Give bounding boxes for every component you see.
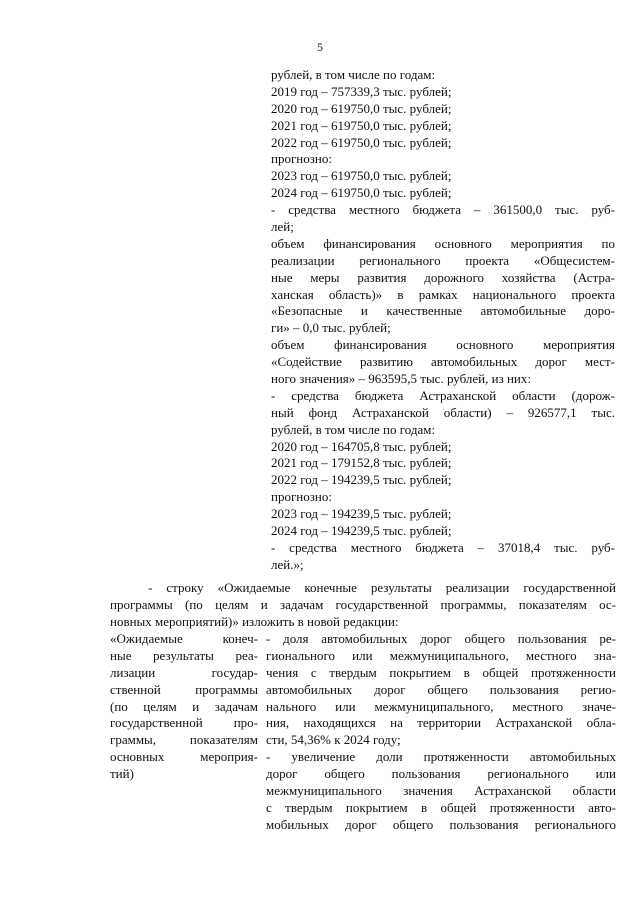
text-line: - средства местного бюджета – 37018,4 тыс. руб- [271,539,615,555]
label-line: (по целям и задачам [110,698,258,714]
text-line: ного значения» – 963595,5 тыс. рублей, из них: [271,371,531,387]
text-line: ханская область)» в рамках национального проекта [271,286,615,302]
text-line: прогнозно: [271,489,332,505]
text-line: 2022 год – 194239,5 тыс. рублей; [271,472,452,488]
text-line: лей.»; [271,556,304,572]
label-line: лизации государ- [110,664,258,680]
label-line: ственной программы [110,681,258,697]
amendment-instruction-paragraph [110,580,616,631]
funding-details-column [271,67,615,574]
text-line: чения с твердым покрытием в общей протяженности [266,664,616,680]
label-line: государственной про- [110,715,258,731]
text-line: 2019 год – 757339,3 тыс. рублей; [271,83,452,99]
text-line: реализации регионального проекта «Общесистем- [271,252,615,268]
text-line: ный фонд Астраханской области) – 926577,1 тыс. [271,404,615,420]
text-line: 2022 год – 619750,0 тыс. рублей; [271,134,452,150]
page-number: 5 [317,40,323,54]
text-line: сти, 54,36% к 2024 году; [266,732,401,748]
text-line: 2020 год – 164705,8 тыс. рублей; [271,438,452,454]
text-line: рублей, в том числе по годам: [271,67,436,82]
text-line: рублей, в том числе по годам: [271,421,436,437]
text-line: мобильных дорог общего пользования регионального [266,816,616,832]
label-line: граммы, показателям [110,732,258,748]
text-line: 2021 год – 179152,8 тыс. рублей; [271,455,452,471]
text-line: 2023 год – 619750,0 тыс. рублей; [271,168,452,184]
text-line: - средства местного бюджета – 361500,0 тыс. руб- [271,202,615,218]
text-line: автомобильных дорог общего пользования регио- [266,681,616,697]
text-line: 2020 год – 619750,0 тыс. рублей; [271,100,452,116]
text-line: 2024 год – 194239,5 тыс. рублей; [271,523,452,539]
text-line: ги» – 0,0 тыс. рублей; [271,320,391,336]
text-line: - увеличение доли протяженности автомобильных [266,749,616,765]
text-line: дорог общего пользования регионального или [266,766,616,782]
text-line: объем финансирования основного мероприятия [271,337,615,353]
text-line: программы (по целям и задачам государственной программы, показателям ос- [110,596,616,612]
label-line: основных мероприя- [110,749,258,765]
label-line: тий) [110,766,134,782]
text-line: объем финансирования основного мероприятия по [271,235,615,251]
text-line: ные меры развития дорожного хозяйства (Астра- [271,269,615,285]
text-line: с твердым покрытием в общей протяженности авто- [266,799,616,815]
label-line: ные результаты реа- [110,647,258,663]
text-line: «Безопасные и качественные автомобильные доро- [271,303,615,319]
expected-results-label-cell [110,631,258,783]
text-line: лей; [271,219,294,235]
label-line: «Ожидаемые конеч- [110,631,258,646]
text-line: новных мероприятий)» изложить в новой редакции: [110,613,399,629]
text-line: 2023 год – 194239,5 тыс. рублей; [271,506,452,522]
text-line: 2024 год – 619750,0 тыс. рублей; [271,185,452,201]
text-line: межмуниципального значения Астраханской области [266,783,616,799]
expected-results-content-cell [266,631,616,834]
text-line: ния, находящихся на территории Астраханской обла- [266,715,616,731]
text-line: - средства бюджета Астраханской области (дорож- [271,387,615,403]
text-line: гионального или межмуниципального, местного зна- [266,647,616,663]
text-line: нального или межмуниципального, местного значе- [266,698,616,714]
text-line: - доля автомобильных дорог общего пользования ре- [266,631,616,646]
text-line: прогнозно: [271,151,332,167]
text-line: «Содействие развитию автомобильных дорог мест- [271,354,615,370]
text-line: 2021 год – 619750,0 тыс. рублей; [271,117,452,133]
text-line: - строку «Ожидаемые конечные результаты реализации государственной [148,580,616,595]
